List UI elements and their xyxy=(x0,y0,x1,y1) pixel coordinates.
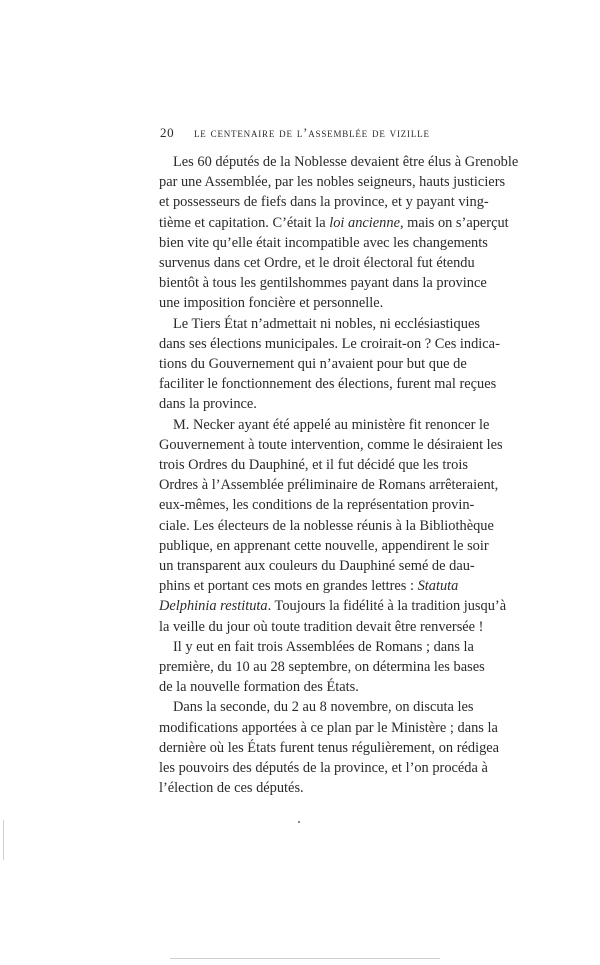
text-line: modifications apportées à ce plan par le Ministère ; dans la xyxy=(159,719,498,736)
italic-text: Statuta xyxy=(417,578,459,595)
text-line: tième et capitation. C’était la loi ancienne, mais on s’aperçut xyxy=(159,214,509,231)
text-line: ciale. Les électeurs de la noblesse réunis à la Bibliothèque xyxy=(159,517,494,534)
paragraph xyxy=(159,637,485,698)
paragraph xyxy=(159,697,500,798)
text-line: de la nouvelle formation des États. xyxy=(159,679,359,696)
text-line: tions du Gouvernement qui n’avaient pour but que de xyxy=(159,356,467,373)
text-line: dans ses élections municipales. Le croirait-on ? Ces indica- xyxy=(159,335,500,352)
paragraph xyxy=(159,415,507,637)
text-line: M. Necker ayant été appelé au ministère fit renoncer le xyxy=(173,416,490,433)
text-line: bien vite qu’elle était incompatible avec les changements xyxy=(159,234,488,251)
paragraph xyxy=(159,152,519,314)
text-line: la veille du jour où toute tradition devait être renversée ! xyxy=(159,618,484,635)
scan-edge-mark xyxy=(3,820,4,860)
text-line: dans la province. xyxy=(159,396,257,413)
scan-edge-mark xyxy=(170,958,440,959)
text-line: Dans la seconde, du 2 au 8 novembre, on discuta les xyxy=(173,699,474,716)
text-line: Le Tiers État n’admettait ni nobles, ni ecclésiastiques xyxy=(173,315,480,332)
text-line: survenus dans cet Ordre, et le droit électoral fut étendu xyxy=(159,255,475,272)
running-title: le centenaire de l’assemblée de vizille xyxy=(194,125,430,140)
text-line: publique, en apprenant cette nouvelle, appendirent le soir xyxy=(159,537,489,554)
text-line: une imposition foncière et personnelle. xyxy=(159,295,384,312)
text-line: Gouvernement à toute intervention, comme le désiraient les xyxy=(159,436,503,453)
text-line: Les 60 députés de la Noblesse devaient être élus à Grenoble xyxy=(173,154,519,170)
scan-speck xyxy=(298,821,300,823)
page-header xyxy=(160,125,460,141)
text-line: les pouvoirs des députés de la province, et l’on procéda à xyxy=(159,760,488,777)
paragraph xyxy=(159,314,500,415)
text-line: eux-mêmes, les conditions de la représentation provin- xyxy=(159,497,475,514)
text-line: Il y eut en fait trois Assemblées de Romans ; dans la xyxy=(173,638,474,655)
text-line: par une Assemblée, par les nobles seigneurs, hauts justiciers xyxy=(159,174,506,191)
text-line: bientôt à tous les gentilshommes payant dans la province xyxy=(159,275,487,292)
text-line: un transparent aux couleurs du Dauphiné semé de dau- xyxy=(159,558,475,575)
text-line: et possesseurs de fiefs dans la province, et y payant ving- xyxy=(159,194,489,211)
text-line: trois Ordres du Dauphiné, et il fut décidé que les trois xyxy=(159,457,468,474)
text-line: l’élection de ces députés. xyxy=(159,780,304,797)
body-text xyxy=(159,152,519,799)
text-line: faciliter le fonctionnement des élections, furent mal reçues xyxy=(159,376,497,393)
italic-text: loi ancienne xyxy=(329,214,400,231)
text-line: phins et portant ces mots en grandes lettres : Statuta xyxy=(159,578,459,595)
text-line: Delphinia restituta. Toujours la fidélité à la tradition jusqu’à xyxy=(159,598,507,615)
italic-text: Delphinia restituta xyxy=(159,598,268,615)
text-line: Ordres à l’Assemblée préliminaire de Romans arrêteraient, xyxy=(159,477,499,494)
text-line: première, du 10 au 28 septembre, on détermina les bases xyxy=(159,659,485,676)
text-line: dernière où les États furent tenus régulièrement, on rédigea xyxy=(159,739,500,756)
page-number: 20 xyxy=(160,125,175,140)
